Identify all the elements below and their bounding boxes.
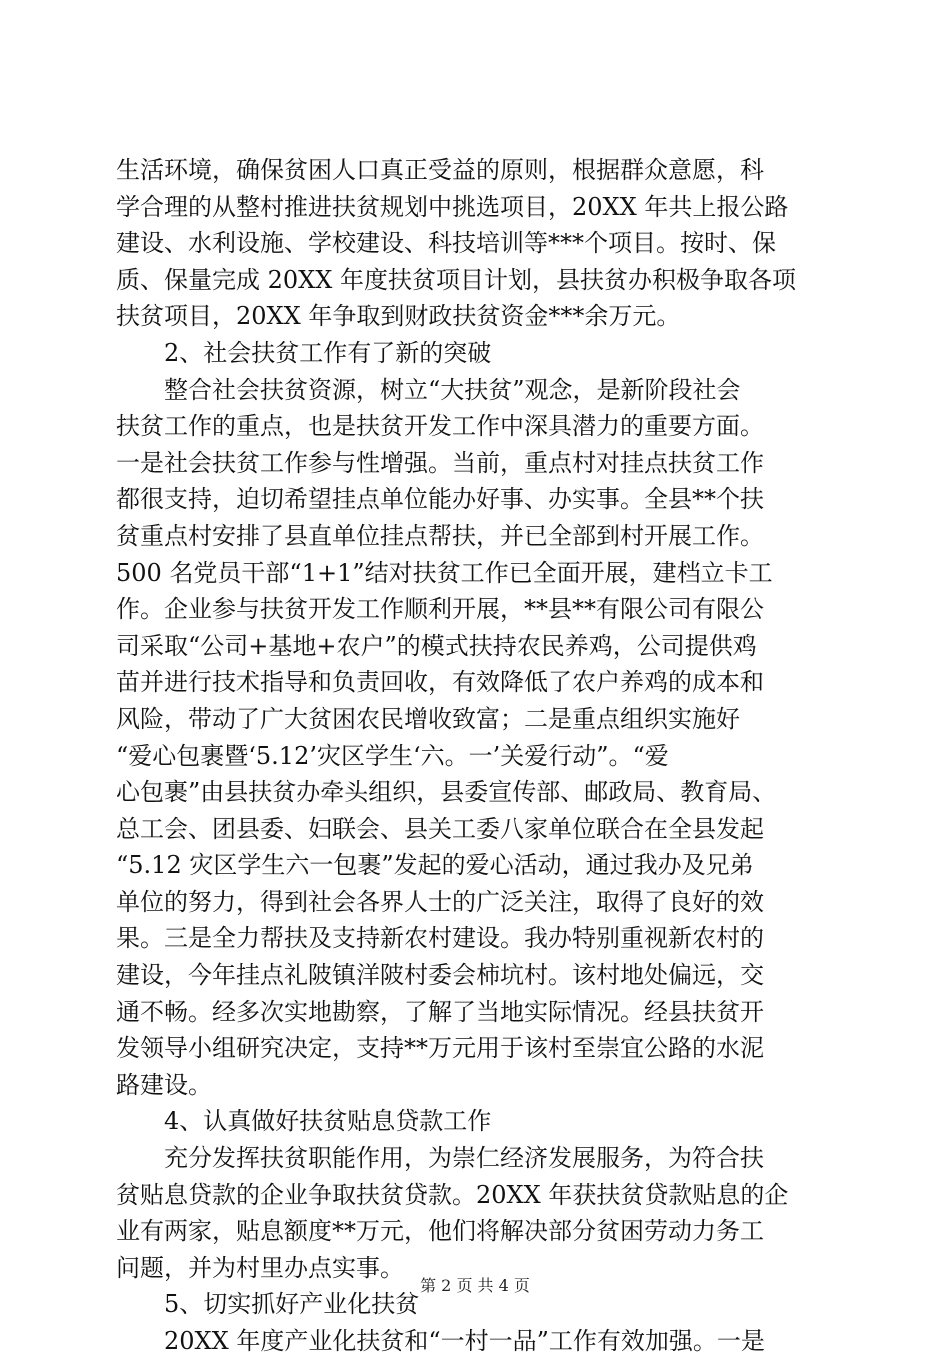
page-number: 第 2 页 共 4 页 — [420, 1276, 530, 1295]
body-line: 质、保量完成 20XX 年度扶贫项目计划，县扶贫办积极争取各项 — [116, 265, 796, 294]
body-line: 扶贫项目，20XX 年争取到财政扶贫资金***余万元。 — [116, 302, 681, 331]
body-text — [116, 152, 836, 1360]
body-line: 作。企业参与扶贫开发工作顺利开展，**县**有限公司有限公 — [116, 595, 764, 624]
body-line: 通不畅。经多次实地勘察，了解了当地实际情况。经县扶贫开 — [116, 997, 764, 1026]
section-heading: 2、社会扶贫工作有了新的突破 — [164, 338, 492, 367]
body-line: 500 名党员干部“1+1”结对扶贫工作已全面开展，建档立卡工 — [116, 558, 773, 587]
body-line: 充分发挥扶贫职能作用，为崇仁经济发展服务，为符合扶 — [164, 1144, 764, 1173]
body-line: 扶贫工作的重点，也是扶贫开发工作中深具潜力的重要方面。 — [116, 412, 764, 441]
body-line: 果。三是全力帮扶及支持新农村建设。我办特别重视新农村的 — [116, 924, 764, 953]
body-line: 建设、水利设施、学校建设、科技培训等***个项目。按时、保 — [116, 229, 776, 258]
body-line: 生活环境，确保贫困人口真正受益的原则，根据群众意愿，科 — [116, 156, 764, 184]
body-line: 建设，今年挂点礼陂镇洋陂村委会柿坑村。该村地处偏远，交 — [116, 961, 764, 990]
body-line: 一是社会扶贫工作参与性增强。当前，重点村对挂点扶贫工作 — [116, 448, 764, 477]
body-line: 问题，并为村里办点实事。 — [116, 1253, 404, 1282]
body-line: 总工会、团县委、妇联会、县关工委八家单位联合在全县发起 — [116, 814, 764, 843]
body-line: 司采取“公司+基地+农户”的模式扶持农民养鸡，公司提供鸡 — [116, 631, 757, 660]
body-line: “5.12 灾区学生六一包裹”发起的爱心活动，通过我办及兄弟 — [116, 851, 754, 880]
section-heading: 5、切实抓好产业化扶贫 — [164, 1290, 420, 1319]
section-heading: 4、认真做好扶贫贴息贷款工作 — [164, 1107, 492, 1136]
body-line: 20XX 年度产业化扶贫和“一村一品”工作有效加强。一是 — [164, 1327, 765, 1355]
body-line: 路建设。 — [116, 1070, 212, 1099]
body-line: 整合社会扶贫资源，树立“大扶贫”观念，是新阶段社会 — [164, 375, 741, 404]
body-line: 心包裹”由县扶贫办牵头组织，县委宣传部、邮政局、教育局、 — [116, 778, 777, 807]
body-line: 单位的努力，得到社会各界人士的广泛关注，取得了良好的效 — [116, 887, 764, 916]
body-line: 发领导小组研究决定，支持**万元用于该村至崇宜公路的水泥 — [116, 1034, 764, 1063]
page-footer — [0, 1276, 950, 1296]
body-line: 贫重点村安排了县直单位挂点帮扶，并已全部到村开展工作。 — [116, 521, 764, 550]
body-line: “爱心包裹暨‘5.12’灾区学生‘六。一’关爱行动”。“爱 — [116, 741, 669, 770]
body-line: 业有两家，贴息额度**万元，他们将解决部分贫困劳动力务工 — [116, 1217, 764, 1246]
body-line: 都很支持，迫切希望挂点单位能办好事、办实事。全县**个扶 — [116, 485, 764, 514]
body-line: 学合理的从整村推进扶贫规划中挑选项目，20XX 年共上报公路 — [116, 192, 789, 221]
body-line: 风险，带动了广大贫困农民增收致富；二是重点组织实施好 — [116, 704, 740, 733]
body-line: 贫贴息贷款的企业争取扶贫贷款。20XX 年获扶贫贷款贴息的企 — [116, 1180, 789, 1209]
body-line: 苗并进行技术指导和负责回收，有效降低了农户养鸡的成本和 — [116, 668, 764, 697]
